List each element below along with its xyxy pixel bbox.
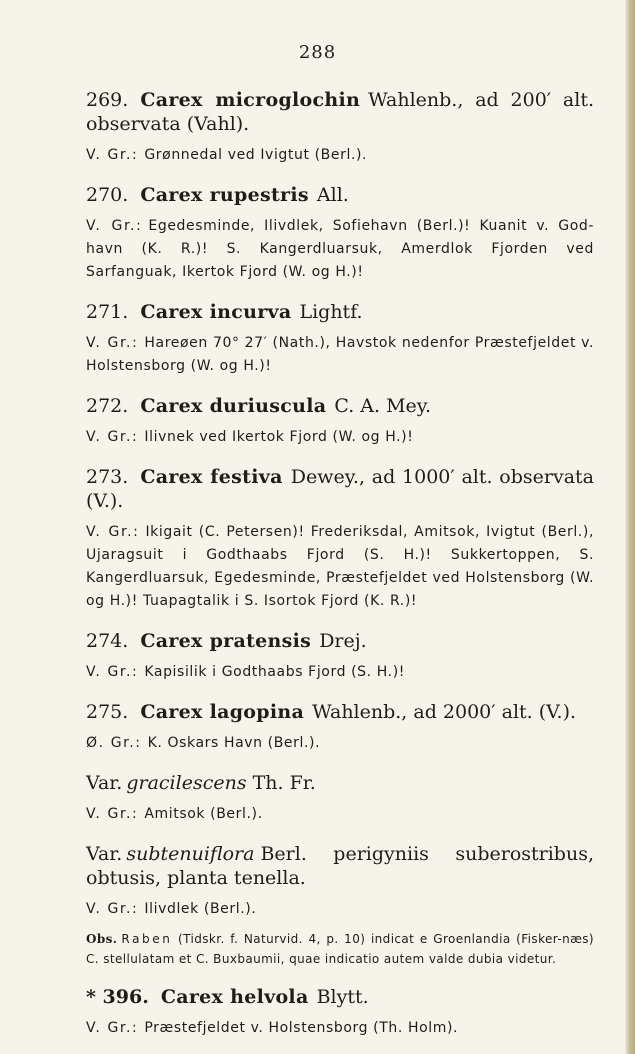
region-label: V. Gr.: (86, 147, 139, 163)
species-name: Carex rupestris (140, 184, 309, 206)
locality-text: Ikigait (C. Petersen)! Frederiksdal, Amitsok, Ivigtut (Berl.), Ujaragsuit i Godthaabs Fjord (S. H.)! Sukkertoppen, S. Kangerdluarsuk, Egedesminde, Præstefjeldet ved Holstensborg (W. og H.)! Tuapagtalik i S. Isortok Fjord (K. R.)! (86, 524, 594, 609)
locality-text: Kapisilik i Godthaabs Fjord (S. H.)! (144, 664, 405, 680)
species-number: 272. (86, 395, 129, 417)
region-label: V. Gr.: (86, 1020, 139, 1036)
variety-heading (86, 842, 594, 890)
locality-line (86, 803, 594, 826)
region-label: Ø. Gr.: (86, 735, 142, 751)
locality-text: Grønnedal ved Ivigtut (Berl.). (144, 147, 368, 163)
species-number: 271. (86, 301, 129, 323)
locality-text: Amitsok (Berl.). (144, 806, 263, 822)
page-content (86, 88, 594, 1040)
region-label: V. Gr.: (86, 806, 139, 822)
species-heading (86, 88, 594, 136)
region-label: V. Gr.: (86, 524, 140, 540)
species-name: Carex lagopina (140, 701, 305, 723)
species-name: Carex duriuscula (140, 395, 327, 417)
region-label: V. Gr.: (86, 901, 139, 917)
species-name: Carex incurva (140, 301, 292, 323)
locality-line (86, 732, 594, 755)
species-authority: Wahlenb., ad 200′ alt. observata (Vahl). (86, 89, 594, 135)
species-entry-275 (86, 700, 594, 755)
species-number: 270. (86, 184, 129, 206)
region-label: V. Gr.: (86, 664, 139, 680)
locality-text: Ilivnek ved Ikertok Fjord (W. og H.)! (144, 429, 414, 445)
locality-line (86, 332, 594, 378)
region-label: V. Gr.: (86, 429, 139, 445)
species-name: Carex microglochin (140, 89, 361, 111)
region-label: V. Gr.: (86, 218, 143, 234)
observation-note (86, 929, 594, 969)
species-number: 273. (86, 466, 129, 488)
species-entry-270 (86, 183, 594, 284)
page-edge (625, 0, 635, 1054)
locality-text: Egedesminde, Ilivdlek, Sofiehavn (Berl.)! Kuanit v. God-havn (K. R.)! S. Kangerdluarsuk, Amerdlok Fjorden ved Sarfanguak, Ikertok Fjord (W. og H.)! (86, 218, 595, 280)
variety-authority: Th. Fr. (252, 772, 316, 794)
locality-line (86, 898, 594, 921)
species-authority: Lightf. (299, 301, 363, 323)
variety-heading (86, 771, 594, 795)
locality-text: Ilivdlek (Berl.). (144, 901, 257, 917)
locality-line (86, 426, 594, 449)
species-authority: Wahlenb., ad 2000′ alt. (V.). (312, 701, 577, 723)
page-number: 288 (298, 42, 337, 63)
variety-entry-subtenuiflora (86, 842, 594, 969)
species-heading (86, 300, 594, 324)
locality-line (86, 1017, 594, 1040)
species-heading (86, 700, 594, 724)
variety-label: Var. (86, 772, 123, 794)
variety-label: Var. (86, 843, 123, 865)
species-authority: Blytt. (316, 986, 369, 1008)
locality-text: K. Oskars Havn (Berl.). (147, 735, 321, 751)
species-name: Carex pratensis (140, 630, 312, 652)
species-heading (86, 465, 594, 513)
observation-label: Obs. (86, 932, 118, 946)
variety-name: subtenuiflora (126, 843, 255, 865)
species-heading (86, 394, 594, 418)
species-number: 269. (86, 89, 129, 111)
species-entry-272 (86, 394, 594, 449)
species-authority: Drej. (319, 630, 367, 652)
species-number: 275. (86, 701, 129, 723)
locality-text: Hareøen 70° 27′ (Nath.), Havstok nedenfor Præstefjeldet v. Holstensborg (W. og H.)! (86, 335, 595, 374)
species-entry-396 (86, 985, 594, 1040)
locality-line (86, 521, 594, 613)
locality-line (86, 215, 594, 284)
species-entry-269 (86, 88, 594, 167)
region-label: V. Gr.: (86, 335, 139, 351)
variety-entry-gracilescens (86, 771, 594, 826)
observation-text: (Tidskr. f. Naturvid. 4, p. 10) indicat e Groenlandia (Fisker-næs) C. stellulatam et C. Buxbaumii, quae indicatio autem valde dubia videtur. (86, 932, 594, 966)
locality-text: Præstefjeldet v. Holstensborg (Th. Holm). (144, 1020, 459, 1036)
species-entry-273 (86, 465, 594, 613)
variety-description: Berl. perigyniis suberostribus, obtusis, planta tenella. (86, 843, 594, 889)
variety-name: gracilescens (126, 772, 247, 794)
species-entry-274 (86, 629, 594, 684)
species-name: Carex festiva (140, 466, 283, 488)
species-number: 274. (86, 630, 129, 652)
species-name: Carex helvola (160, 986, 309, 1008)
species-entry-271 (86, 300, 594, 378)
species-heading (86, 629, 594, 653)
locality-line (86, 144, 594, 167)
species-heading (86, 985, 594, 1009)
observation-author: Raben (121, 932, 173, 946)
species-number: * 396. (86, 986, 149, 1008)
species-authority: All. (316, 184, 349, 206)
species-authority: C. A. Mey. (334, 395, 432, 417)
species-heading (86, 183, 594, 207)
locality-line (86, 661, 594, 684)
species-authority: Dewey., ad 1000′ alt. observata (V.). (86, 466, 594, 512)
